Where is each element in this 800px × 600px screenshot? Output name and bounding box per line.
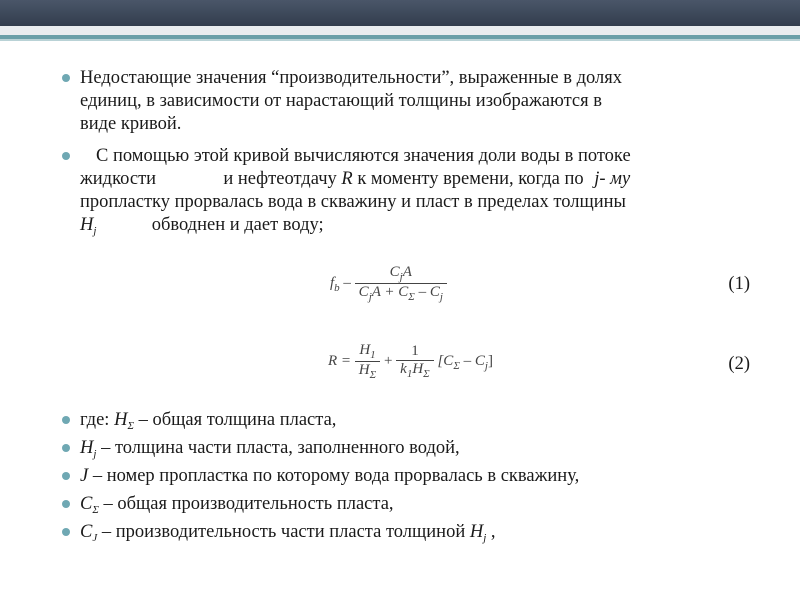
equation-2-number: (2): [728, 354, 750, 374]
definition-1: [80, 409, 336, 438]
paragraph-1-line-3: виде кривой.: [80, 114, 182, 134]
definition-3: [80, 465, 579, 488]
eq2-bracket-sub: Σ: [453, 359, 460, 372]
bullet-icon: [62, 528, 70, 536]
eq2-bracket-sub2: j: [484, 359, 488, 372]
bullet-icon: [62, 472, 70, 480]
eq1-num-c: C: [389, 264, 400, 280]
eq2-f2-denominator: [396, 360, 434, 380]
eq2-fraction-2: [396, 343, 434, 380]
eq2-f2-numerator: 1: [411, 343, 419, 359]
eq2-f1-numerator: [355, 342, 380, 361]
eq1-dash: –: [343, 274, 351, 291]
paragraph-2-line-4: [80, 214, 324, 243]
header-accent-stripe-light: [0, 39, 800, 41]
definition-2: [80, 437, 460, 466]
equation-2: [328, 342, 493, 381]
paragraph-1-line-1: Недостающие значения “производительности”, выраженные в долях: [80, 68, 623, 88]
paragraph-2-line-3: пропластку прорвалась вода в скважину и пласт в пределах толщины: [80, 192, 626, 212]
definition-text: – номер пропластка по которому вода прорвалась в скважину,: [92, 466, 580, 486]
eq2-f2-den-h: H: [412, 361, 424, 377]
definition-5: [80, 521, 496, 550]
eq1-denominator: [355, 283, 447, 303]
bullet-icon: [62, 74, 70, 82]
text-fragment: жидкости: [80, 169, 157, 189]
definition-symbol: H: [114, 410, 128, 430]
header-bar: [0, 0, 800, 26]
bullet-icon: [62, 500, 70, 508]
definition-text: – общая производительность пласта,: [103, 494, 394, 514]
equation-1: [330, 264, 447, 303]
definition-text: – толщина части пласта, заполненного водой,: [101, 438, 460, 458]
eq1-den-mid: A + C: [371, 284, 409, 300]
text-fragment: к моменту времени, когда по: [357, 169, 584, 189]
eq2-bracket-close: ]: [487, 352, 493, 369]
eq2-f2-den-k: k: [400, 361, 407, 377]
definition-4: [80, 493, 394, 522]
eq2-f1-den: H: [358, 362, 370, 378]
definition-subscript: Σ: [127, 420, 134, 432]
eq2-f1-den-sub: Σ: [369, 369, 377, 381]
eq1-lhs-sub: b: [334, 281, 340, 294]
definition-tail-symbol: H: [469, 522, 484, 542]
eq2-lhs: R =: [328, 352, 352, 369]
eq1-den-tail: – C: [418, 284, 440, 300]
eq2-plus: +: [383, 352, 393, 369]
bullet-icon: [62, 152, 70, 160]
definition-prefix: где:: [80, 410, 110, 430]
eq1-den-sub1: j: [368, 291, 372, 303]
eq1-den-sub3: j: [439, 291, 443, 303]
definition-text: – производительность части пласта толщиной: [101, 522, 466, 542]
eq2-f1-denominator: [355, 361, 380, 381]
eq2-fraction-1: [355, 342, 380, 381]
eq2-f2-den-sub2: Σ: [423, 368, 430, 380]
text-fragment: обводнен и дает воду;: [151, 215, 324, 235]
definition-symbol: C: [80, 494, 93, 514]
symbol-h: H: [80, 215, 94, 235]
definition-text: – общая толщина пласта,: [138, 410, 337, 430]
eq2-bracket-mid: – C: [463, 352, 485, 369]
eq2-f1-num-sub: 1: [370, 349, 376, 361]
paragraph-2-line-1: С помощью этой кривой вычисляются значения доли воды в потоке: [96, 146, 631, 166]
eq1-den-c: C: [358, 284, 369, 300]
definition-symbol: C: [80, 522, 93, 542]
definition-tail-subscript: j: [483, 532, 487, 544]
definition-symbol: H: [80, 438, 94, 458]
paragraph-2-line-2: [80, 168, 630, 191]
eq1-num-sub: j: [399, 271, 403, 283]
bullet-icon: [62, 444, 70, 452]
eq1-den-sub2: Σ: [408, 291, 415, 303]
equation-1-number: (1): [728, 274, 750, 294]
eq1-numerator: [355, 264, 447, 283]
eq2-f2-den-sub: 1: [406, 368, 413, 380]
symbol-subscript: j: [93, 225, 97, 237]
eq1-num-a: A: [402, 264, 412, 280]
bullet-icon: [62, 416, 70, 424]
definition-tail-comma: ,: [490, 522, 496, 542]
eq1-fraction: [355, 264, 447, 303]
eq2-f1-num: H: [359, 342, 371, 358]
eq2-bracket-open: [C: [437, 352, 454, 369]
definition-subscript: J: [92, 532, 98, 544]
definition-symbol: J: [80, 466, 89, 486]
definition-subscript: j: [93, 448, 97, 460]
text-fragment-italic: j- му: [594, 169, 631, 189]
paragraph-1-line-2: единиц, в зависимости от нарастающий толщины изображаются в: [80, 91, 602, 111]
definition-subscript: Σ: [92, 504, 99, 516]
symbol-r: R: [341, 169, 353, 189]
text-fragment: и нефтеотдачу: [223, 169, 337, 189]
eq1-lhs: f: [330, 274, 335, 291]
